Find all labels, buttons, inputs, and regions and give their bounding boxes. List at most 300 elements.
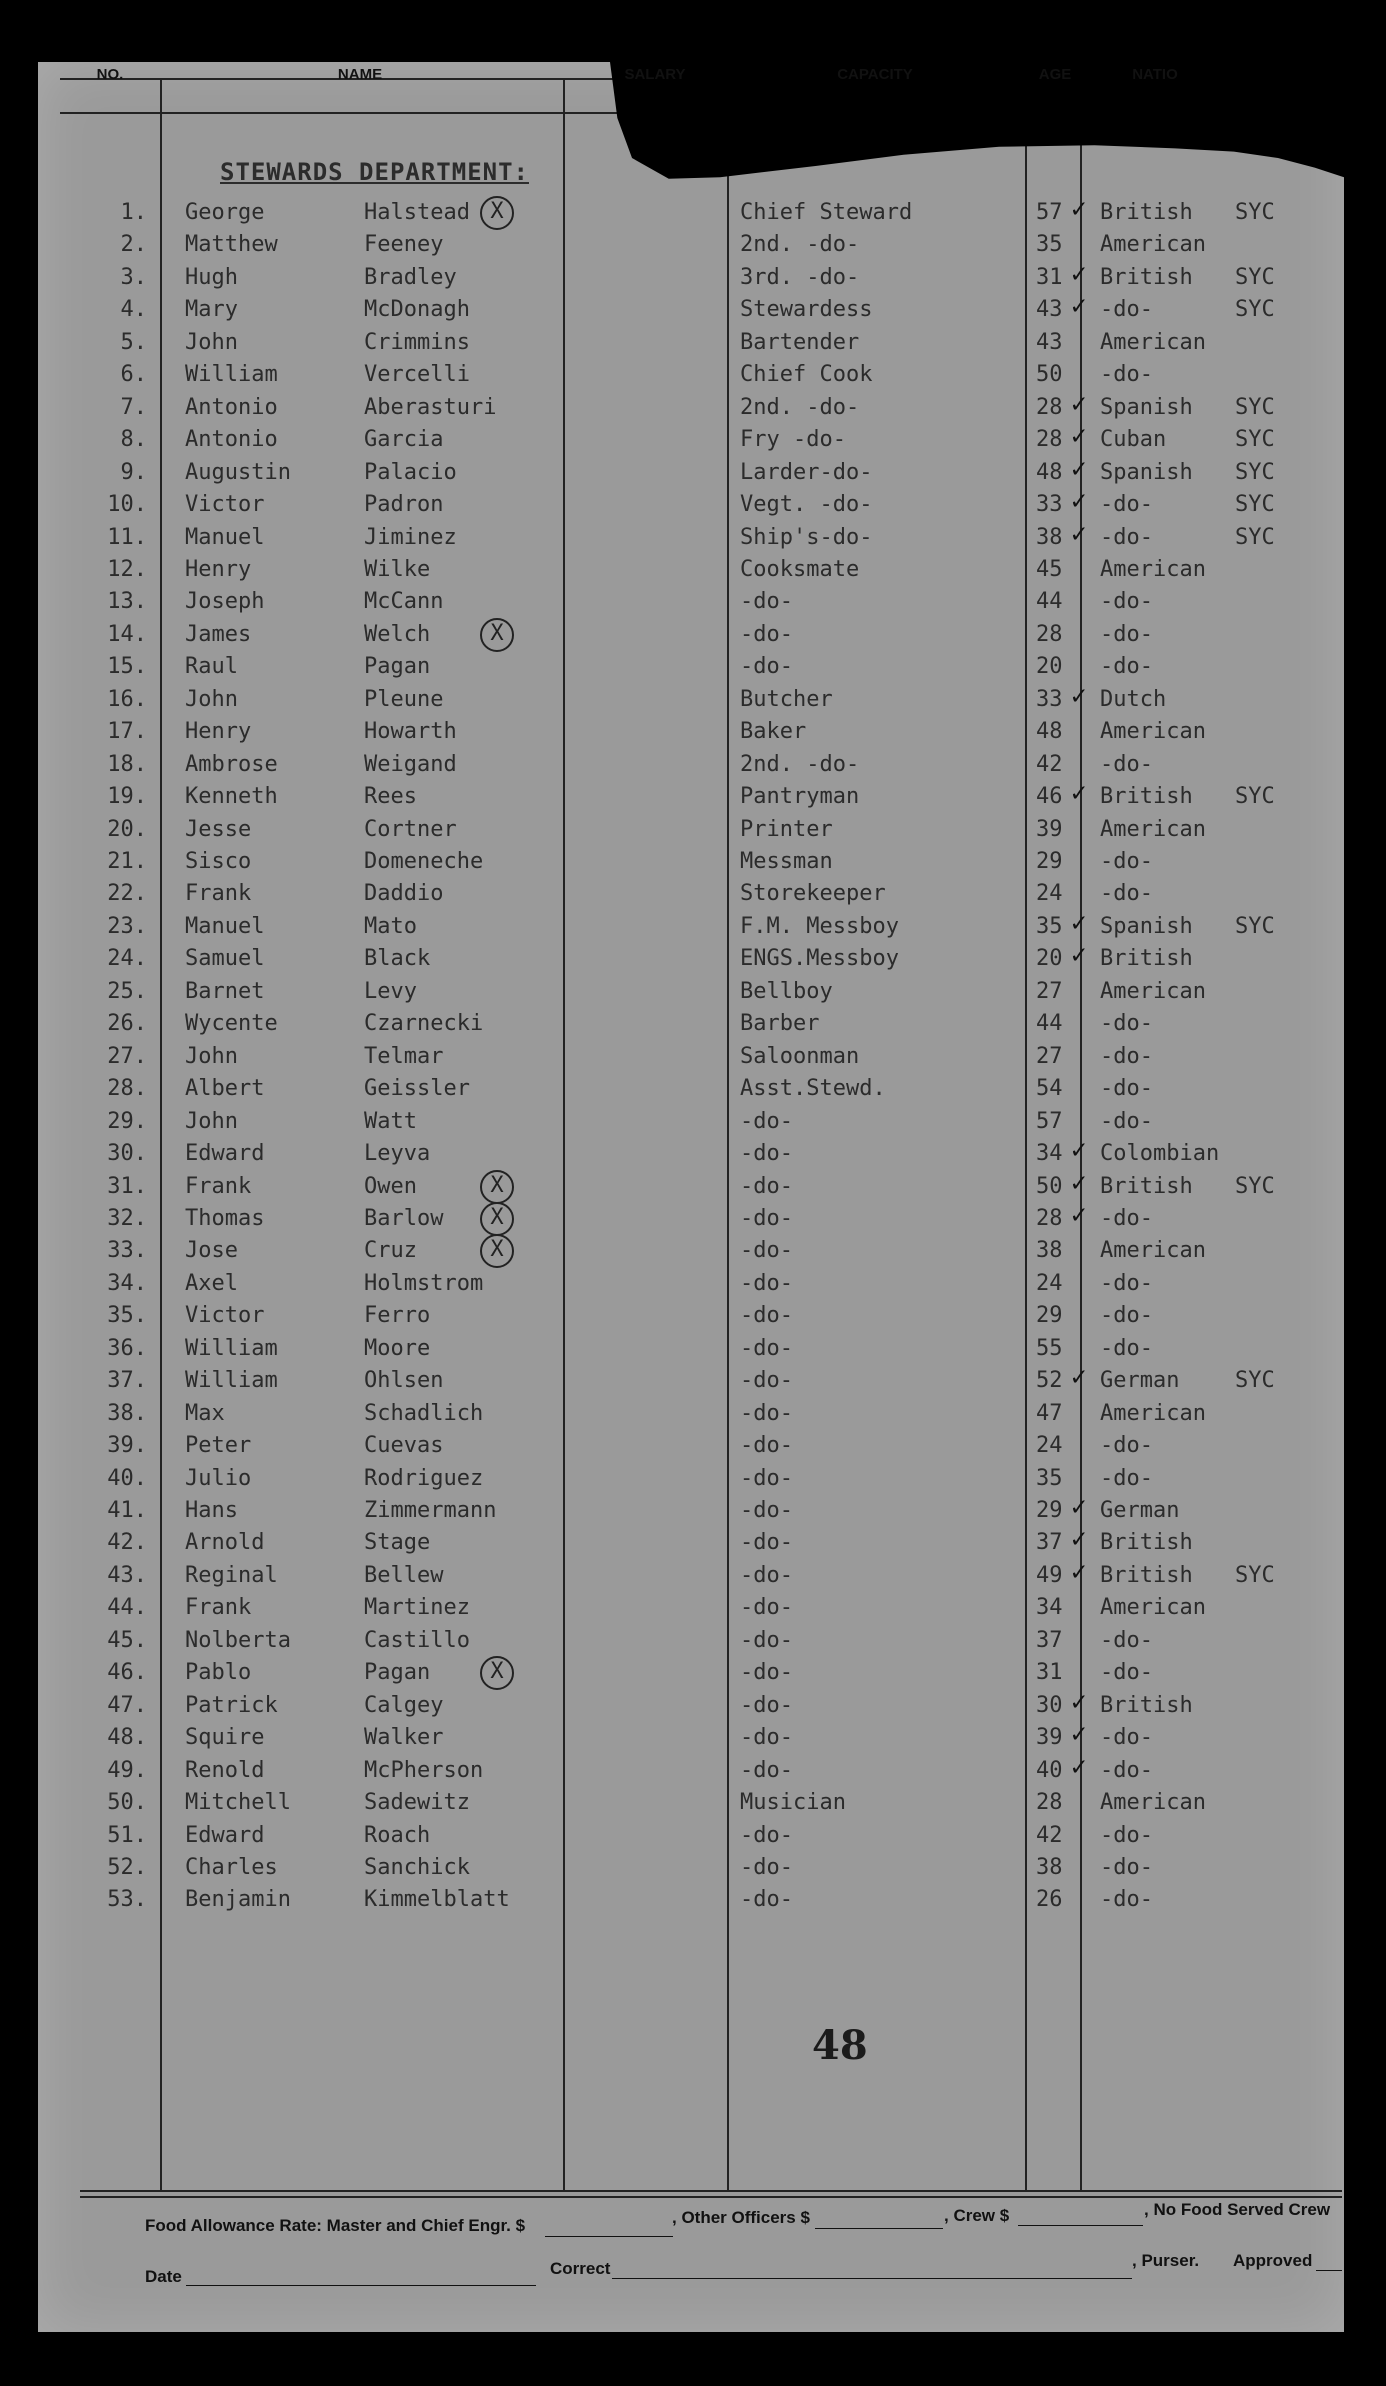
first-name: Barnet — [185, 978, 265, 1004]
page-number: 48 — [812, 2022, 868, 2069]
last-name: McCann — [364, 589, 444, 615]
crew-row — [0, 1362, 1386, 1400]
checkmark: ✓ — [1071, 518, 1087, 549]
row-number: 12. — [107, 556, 147, 582]
syc-code: SYC — [1235, 784, 1275, 810]
nationality: -do- — [1100, 1011, 1153, 1037]
capacity: -do- — [740, 1400, 793, 1426]
age: 42 — [1036, 1822, 1063, 1848]
checkmark: ✓ — [1071, 778, 1087, 809]
crew-row — [0, 1076, 1386, 1108]
age: 28 — [1036, 621, 1063, 647]
no-food-label: , No Food Served Crew — [1144, 2200, 1331, 2219]
last-name: Martinez — [364, 1595, 470, 1621]
syc-code: SYC — [1235, 297, 1275, 323]
last-name: Vercelli — [364, 362, 470, 388]
nationality: -do- — [1100, 1303, 1153, 1329]
age: 29 — [1036, 849, 1063, 874]
crew-row — [0, 1823, 1386, 1855]
crew-row — [0, 1751, 1386, 1790]
row-number: 27. — [107, 1043, 147, 1069]
department-title: STEWARDS DEPARTMENT: — [220, 158, 529, 186]
age: 37 — [1036, 1530, 1063, 1556]
row-number: 28. — [107, 1076, 147, 1102]
crew-row — [0, 1595, 1386, 1627]
last-name: Roach — [364, 1822, 431, 1848]
row-number: 23. — [107, 913, 147, 939]
date-label: Date — [145, 2267, 182, 2286]
row-number: 31. — [107, 1173, 147, 1199]
age: 50 — [1036, 362, 1063, 388]
row-number: 10. — [107, 492, 147, 518]
first-name: Raul — [185, 654, 238, 680]
capacity: Pantryman — [740, 784, 860, 810]
syc-code: SYC — [1235, 394, 1275, 420]
first-name: Matthew — [185, 232, 278, 258]
checkmark: ✓ — [1071, 258, 1087, 289]
crew-row — [0, 1492, 1386, 1530]
age: 42 — [1036, 751, 1063, 777]
nationality: -do- — [1100, 1725, 1153, 1751]
first-name: Victor — [185, 1303, 265, 1329]
checkmark: ✓ — [1071, 940, 1087, 971]
age: 29 — [1036, 1303, 1063, 1329]
first-name: William — [185, 1368, 278, 1394]
syc-code: SYC — [1235, 264, 1275, 290]
circled-x-mark: X — [480, 1170, 514, 1204]
row-number: 4. — [120, 297, 147, 323]
age: 54 — [1036, 1076, 1063, 1102]
capacity: -do- — [740, 1692, 793, 1718]
age: 26 — [1036, 1887, 1063, 1913]
last-name: Barlow — [364, 1205, 444, 1231]
age: 28 — [1036, 1790, 1063, 1816]
row-number: 9. — [120, 459, 147, 485]
last-name: Bradley — [364, 264, 457, 290]
capacity: -do- — [740, 1433, 793, 1459]
age: 35 — [1036, 232, 1063, 258]
row-number: 25. — [107, 978, 147, 1004]
nationality: -do- — [1100, 654, 1153, 680]
last-name: Ohlsen — [364, 1368, 444, 1394]
capacity: -do- — [740, 1627, 793, 1653]
checkmark: ✓ — [1071, 388, 1087, 419]
capacity: Chief Steward — [740, 200, 913, 225]
last-name: Aberasturi — [364, 394, 497, 420]
nationality: -do- — [1100, 1043, 1153, 1069]
first-name: Henry — [185, 556, 252, 582]
first-name: John — [185, 1043, 238, 1069]
age: 28 — [1036, 394, 1063, 420]
age: 43 — [1036, 297, 1063, 323]
nationality: Cuban — [1100, 427, 1167, 453]
checkmark: ✓ — [1071, 1524, 1087, 1555]
other-officers-line — [815, 2228, 943, 2229]
checkmark: ✓ — [1071, 680, 1087, 711]
row-number: 2. — [120, 232, 147, 258]
purser-label: , Purser. — [1132, 2251, 1200, 2270]
crew-row — [0, 817, 1386, 849]
crew-row — [0, 1199, 1386, 1238]
crew-row — [0, 1686, 1386, 1725]
last-name: Ferro — [364, 1303, 431, 1329]
header-capacity: CAPACITY — [837, 66, 913, 83]
last-name: Telmar — [364, 1043, 444, 1069]
row-number: 49. — [107, 1757, 147, 1783]
crew-row — [0, 1303, 1386, 1335]
first-name: Antonio — [185, 427, 278, 453]
age: 55 — [1036, 1335, 1063, 1361]
first-name: Mary — [185, 297, 238, 323]
crew-row — [0, 1660, 1386, 1692]
nationality: British — [1100, 200, 1193, 225]
capacity: -do- — [740, 1595, 793, 1621]
first-name: Hugh — [185, 264, 238, 290]
approved-line — [1316, 2270, 1342, 2271]
capacity: Bellboy — [740, 978, 833, 1004]
last-name: Feeney — [364, 232, 444, 258]
nationality: British — [1100, 784, 1193, 810]
last-name: Crimmins — [364, 329, 470, 355]
header-age: AGE — [1038, 66, 1072, 83]
row-number: 44. — [107, 1595, 147, 1621]
nationality: -do- — [1100, 751, 1153, 777]
age: 49 — [1036, 1562, 1063, 1588]
row-number: 41. — [107, 1498, 147, 1523]
last-name: Black — [364, 946, 431, 972]
capacity: Bartender — [740, 329, 860, 355]
row-number: 19. — [107, 784, 147, 810]
circled-x-mark: X — [480, 618, 514, 652]
last-name: Pleune — [364, 686, 444, 712]
last-name: Pagan — [364, 1660, 431, 1686]
capacity: Asst.Stewd. — [740, 1076, 886, 1102]
last-name: Howarth — [364, 719, 457, 745]
crew-row — [0, 1556, 1386, 1595]
nationality: American — [1100, 1790, 1206, 1816]
row-number: 37. — [107, 1368, 147, 1394]
last-name: Owen — [364, 1173, 417, 1199]
age: 47 — [1036, 1400, 1063, 1426]
first-name: Samuel — [185, 946, 265, 972]
age: 31 — [1036, 1660, 1063, 1686]
nationality: -do- — [1100, 1076, 1153, 1102]
capacity: -do- — [740, 654, 793, 680]
row-number: 15. — [107, 654, 147, 680]
capacity: -do- — [740, 1173, 793, 1199]
first-name: Charles — [185, 1854, 278, 1880]
last-name: Castillo — [364, 1627, 470, 1653]
nationality: -do- — [1100, 1465, 1153, 1491]
capacity: -do- — [740, 1757, 793, 1783]
age: 48 — [1036, 459, 1063, 485]
row-number: 29. — [107, 1108, 147, 1134]
age: 50 — [1036, 1173, 1063, 1199]
capacity: Musician — [740, 1790, 846, 1816]
capacity: -do- — [740, 1141, 793, 1167]
checkmark: ✓ — [1071, 194, 1087, 224]
age: 30 — [1036, 1692, 1063, 1718]
first-name: Edward — [185, 1822, 265, 1848]
capacity: -do- — [740, 1530, 793, 1556]
last-name: Bellew — [364, 1562, 444, 1588]
nationality: American — [1100, 978, 1206, 1004]
first-name: Sisco — [185, 849, 252, 874]
header-salary: SALARY — [624, 66, 686, 83]
approved-label: Approved — [1233, 2251, 1313, 2270]
last-name: McDonagh — [364, 297, 470, 323]
row-number: 42. — [107, 1530, 147, 1556]
crew-row — [0, 622, 1386, 654]
correct-line — [612, 2278, 1132, 2279]
first-name: Jesse — [185, 816, 252, 842]
crew-row — [0, 719, 1386, 751]
nationality: -do- — [1100, 589, 1153, 615]
first-name: Victor — [185, 492, 265, 518]
age: 29 — [1036, 1498, 1063, 1523]
age: 28 — [1036, 1205, 1063, 1231]
nationality: American — [1100, 232, 1206, 258]
first-name: Hans — [185, 1498, 238, 1523]
row-number: 32. — [107, 1205, 147, 1231]
row-number: 11. — [107, 524, 147, 550]
crew-row — [0, 1790, 1386, 1822]
nationality: American — [1100, 719, 1206, 745]
crew-row — [0, 453, 1386, 492]
syc-code: SYC — [1235, 913, 1275, 939]
last-name: Cortner — [364, 816, 457, 842]
capacity: -do- — [740, 1562, 793, 1588]
first-name: George — [185, 200, 265, 225]
last-name: Kimmelblatt — [364, 1887, 510, 1913]
crew-line — [1018, 2225, 1143, 2226]
capacity: 2nd. -do- — [740, 751, 860, 777]
last-name: Zimmermann — [364, 1498, 497, 1523]
row-number: 5. — [120, 329, 147, 355]
row-number: 30. — [107, 1141, 147, 1167]
crew-row — [0, 1855, 1386, 1887]
nationality: British — [1100, 264, 1193, 290]
row-number: 21. — [107, 849, 147, 874]
first-name: Max — [185, 1400, 225, 1426]
row-number: 18. — [107, 751, 147, 777]
last-name: Schadlich — [364, 1400, 484, 1426]
row-number: 20. — [107, 816, 147, 842]
row-number: 17. — [107, 719, 147, 745]
age: 27 — [1036, 978, 1063, 1004]
syc-code: SYC — [1235, 1173, 1275, 1199]
nationality: -do- — [1100, 362, 1153, 388]
age: 24 — [1036, 881, 1063, 907]
capacity: Chief Cook — [740, 362, 873, 388]
first-name: Ambrose — [185, 751, 278, 777]
capacity: -do- — [740, 1660, 793, 1686]
age: 38 — [1036, 1238, 1063, 1264]
first-name: Nolberta — [185, 1627, 291, 1653]
row-number: 7. — [120, 394, 147, 420]
capacity: Printer — [740, 816, 833, 842]
first-name: Pablo — [185, 1660, 252, 1686]
footer-top-rule-2 — [80, 2196, 1342, 2198]
capacity: Stewardess — [740, 297, 873, 323]
first-name: William — [185, 362, 278, 388]
last-name: Weigand — [364, 751, 457, 777]
last-name: Rodriguez — [364, 1465, 484, 1491]
last-name: Geissler — [364, 1076, 470, 1102]
last-name: Czarnecki — [364, 1011, 484, 1037]
nationality: -do- — [1100, 1270, 1153, 1296]
last-name: Palacio — [364, 459, 457, 485]
nationality: American — [1100, 816, 1206, 842]
crew-row — [0, 258, 1386, 297]
syc-code: SYC — [1235, 492, 1275, 518]
header-name: NAME — [337, 66, 383, 83]
capacity: Ship's-do- — [740, 524, 873, 550]
last-name: Jiminez — [364, 524, 457, 550]
checkmark: ✓ — [1071, 1167, 1087, 1198]
syc-code: SYC — [1235, 1562, 1275, 1588]
row-number: 14. — [107, 621, 147, 647]
last-name: Garcia — [364, 427, 444, 453]
first-name: Manuel — [185, 524, 265, 550]
nationality: -do- — [1100, 1822, 1153, 1848]
syc-code: SYC — [1235, 524, 1275, 550]
nationality: -do- — [1100, 621, 1153, 647]
last-name: McPherson — [364, 1757, 484, 1783]
crew-row — [0, 1466, 1386, 1498]
crew-row — [0, 1719, 1386, 1757]
row-number: 53. — [107, 1887, 147, 1913]
nationality: -do- — [1100, 849, 1153, 874]
crew-row — [0, 421, 1386, 459]
age: 57 — [1036, 1108, 1063, 1134]
age: 34 — [1036, 1141, 1063, 1167]
header-nationality: NATIO — [1132, 66, 1178, 83]
first-name: Wycente — [185, 1011, 278, 1037]
row-number: 26. — [107, 1011, 147, 1037]
last-name: Domeneche — [364, 849, 484, 874]
capacity: -do- — [740, 621, 793, 647]
capacity: Butcher — [740, 686, 833, 712]
last-name: Pagan — [364, 654, 431, 680]
first-name: Antonio — [185, 394, 278, 420]
age: 40 — [1036, 1757, 1063, 1783]
nationality: -do- — [1100, 1627, 1153, 1653]
first-name: Renold — [185, 1757, 265, 1783]
age: 39 — [1036, 1725, 1063, 1751]
footer-top-rule — [80, 2190, 1342, 2192]
last-name: Watt — [364, 1108, 417, 1134]
row-number: 39. — [107, 1433, 147, 1459]
capacity: Larder-do- — [740, 459, 873, 485]
crew-row — [0, 979, 1386, 1011]
nationality: British — [1100, 1173, 1193, 1199]
row-number: 45. — [107, 1627, 147, 1653]
checkmark: ✓ — [1071, 1199, 1087, 1230]
capacity: F.M. Messboy — [740, 913, 899, 939]
row-number: 6. — [120, 362, 147, 388]
row-number: 43. — [107, 1562, 147, 1588]
crew-row — [0, 388, 1386, 427]
last-name: Holmstrom — [364, 1270, 484, 1296]
first-name: Patrick — [185, 1692, 278, 1718]
nationality: American — [1100, 1238, 1206, 1264]
checkmark: ✓ — [1071, 1751, 1087, 1782]
first-name: Mitchell — [185, 1790, 291, 1816]
row-number: 38. — [107, 1400, 147, 1426]
nationality: American — [1100, 329, 1206, 355]
nationality: -do- — [1100, 1887, 1153, 1913]
crew-row — [0, 654, 1386, 686]
capacity: -do- — [740, 1335, 793, 1361]
row-number: 47. — [107, 1692, 147, 1718]
checkmark: ✓ — [1071, 1556, 1087, 1587]
capacity: 2nd. -do- — [740, 232, 860, 258]
capacity: ENGS.Messboy — [740, 946, 899, 972]
first-name: Peter — [185, 1433, 252, 1459]
nationality: British — [1100, 946, 1193, 972]
last-name: Stage — [364, 1530, 431, 1556]
capacity: Fry -do- — [740, 427, 846, 453]
crew-row — [0, 232, 1386, 264]
nationality: American — [1100, 1595, 1206, 1621]
age: 45 — [1036, 556, 1063, 582]
capacity: -do- — [740, 1238, 793, 1264]
last-name: Wilke — [364, 556, 431, 582]
capacity: Storekeeper — [740, 881, 886, 907]
capacity: -do- — [740, 1465, 793, 1491]
capacity: Barber — [740, 1011, 820, 1037]
crew-row — [0, 1044, 1386, 1076]
row-number: 13. — [107, 589, 147, 615]
date-line — [186, 2285, 536, 2286]
capacity: -do- — [740, 1725, 793, 1751]
crew-row — [0, 362, 1386, 394]
first-name: Frank — [185, 1595, 252, 1621]
first-name: James — [185, 621, 252, 647]
row-number: 24. — [107, 946, 147, 972]
last-name: Levy — [364, 978, 417, 1004]
age: 44 — [1036, 589, 1063, 615]
row-number: 16. — [107, 686, 147, 712]
last-name: Walker — [364, 1725, 444, 1751]
nationality: British — [1100, 1692, 1193, 1718]
capacity: -do- — [740, 1887, 793, 1913]
nationality: -do- — [1100, 1433, 1153, 1459]
crew-row — [0, 940, 1386, 978]
nationality: -do- — [1100, 297, 1153, 323]
other-officers-label: , Other Officers $ — [672, 2208, 810, 2227]
age: 52 — [1036, 1368, 1063, 1394]
age: 20 — [1036, 946, 1063, 972]
crew-row — [0, 680, 1386, 719]
age: 48 — [1036, 719, 1063, 745]
first-name: John — [185, 1108, 238, 1134]
last-name: Leyva — [364, 1141, 431, 1167]
nationality: -do- — [1100, 1335, 1153, 1361]
crew-row — [0, 1628, 1386, 1660]
first-name: Arnold — [185, 1530, 265, 1556]
row-number: 50. — [107, 1790, 147, 1816]
nationality: -do- — [1100, 1757, 1153, 1783]
first-name: Frank — [185, 881, 252, 907]
age: 38 — [1036, 524, 1063, 550]
capacity: Saloonman — [740, 1043, 860, 1069]
first-name: John — [185, 329, 238, 355]
crew-row — [0, 907, 1386, 946]
crew-row — [0, 1401, 1386, 1433]
circled-x-mark: X — [480, 1234, 514, 1268]
